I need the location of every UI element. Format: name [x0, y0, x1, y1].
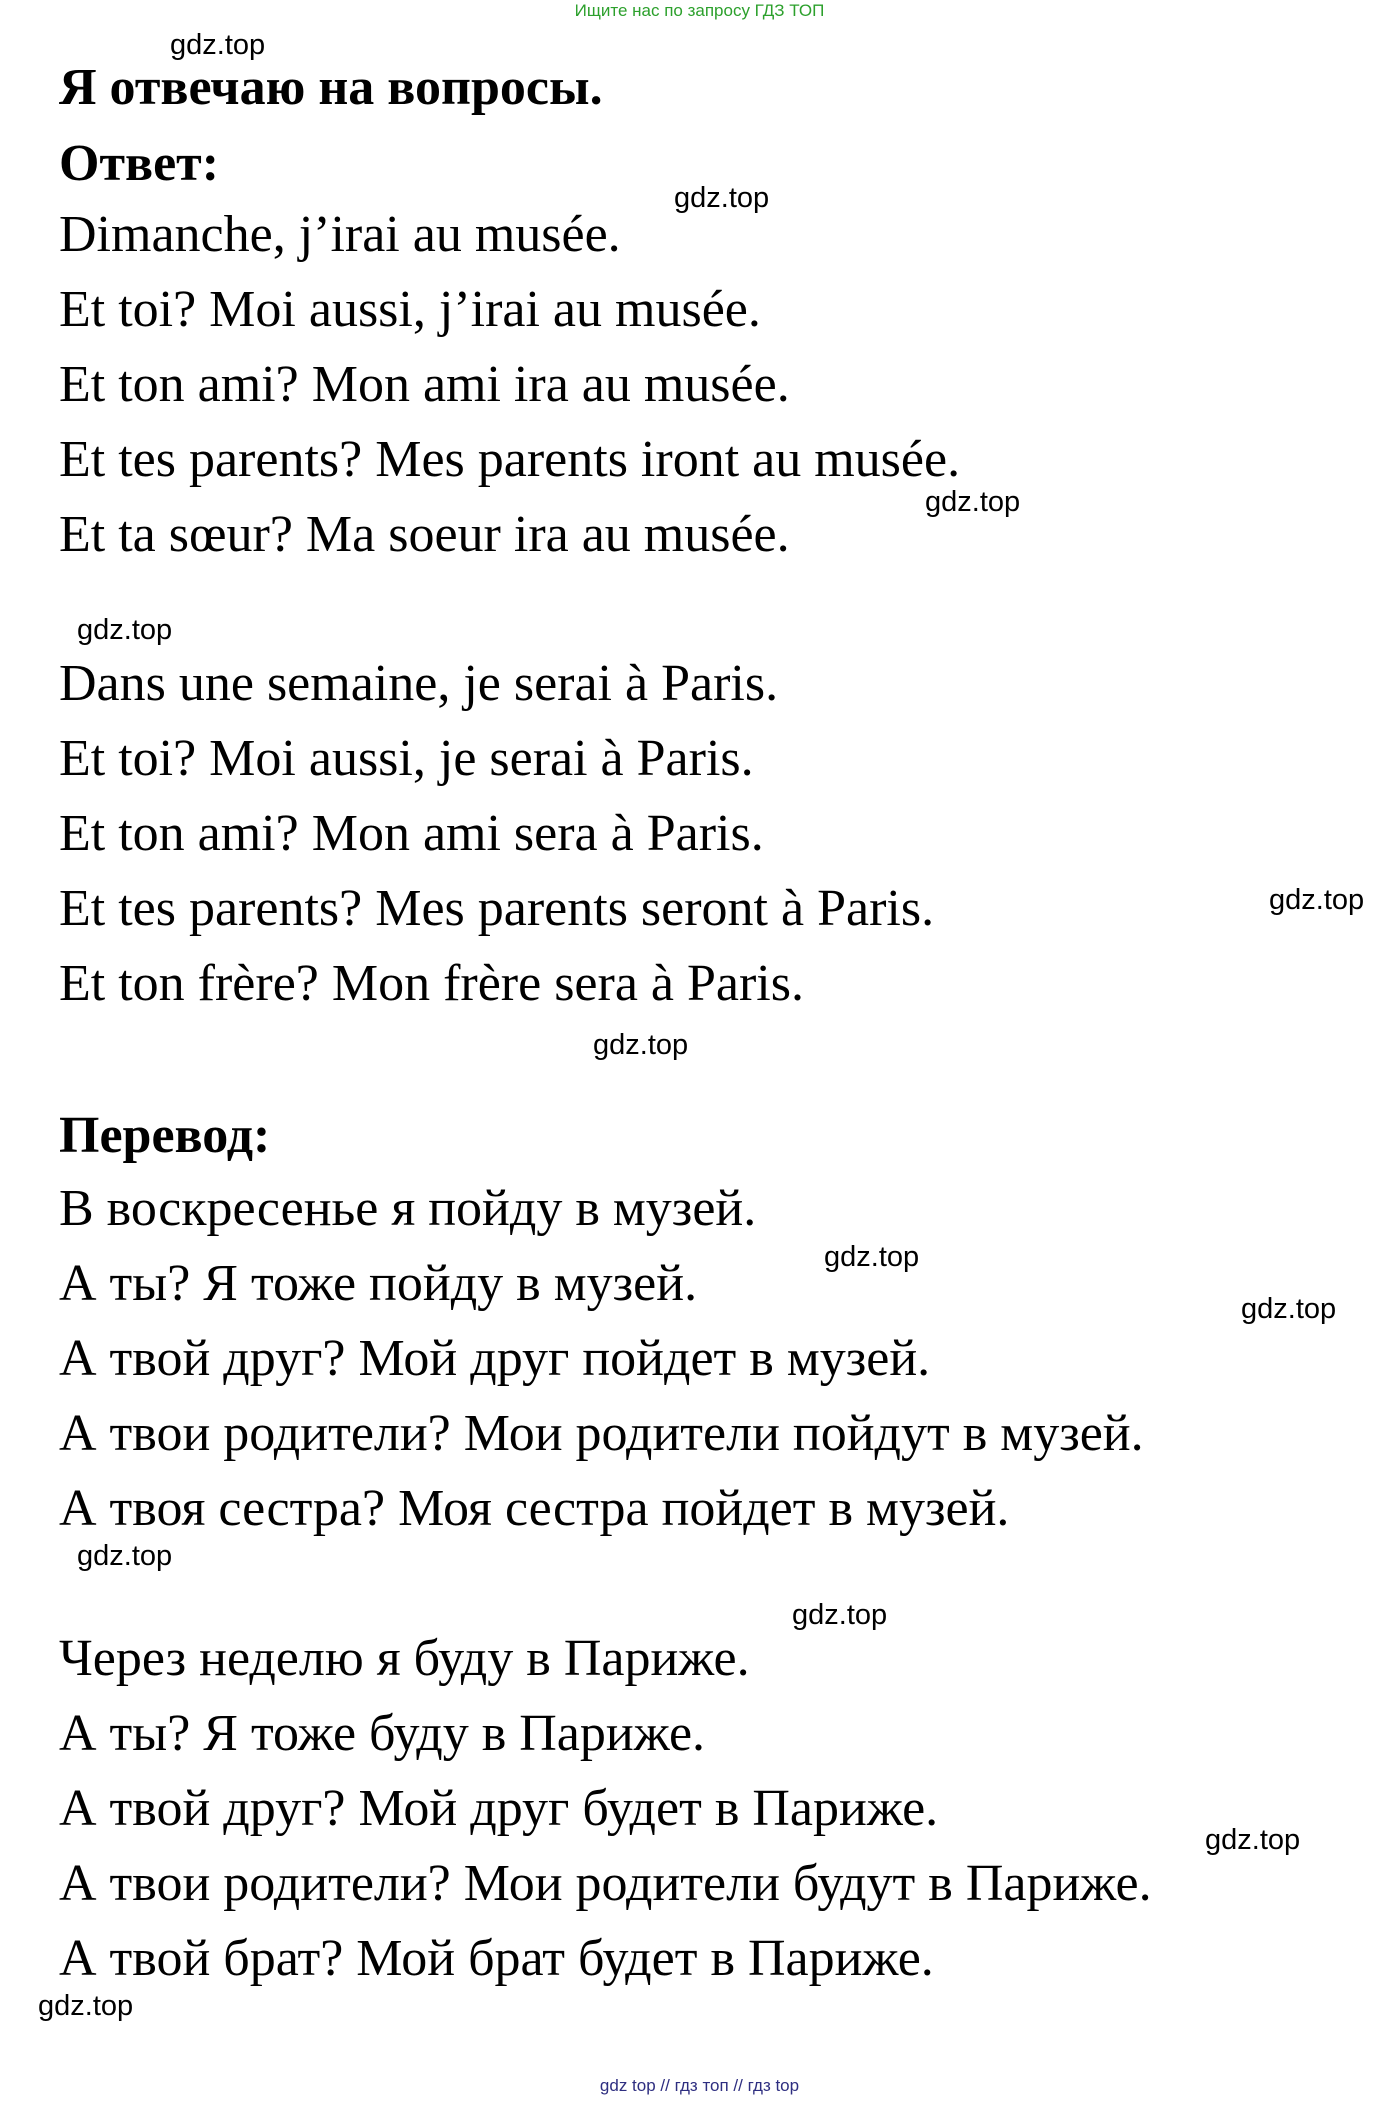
translation-line: А ты? Я тоже пойду в музей.	[59, 1255, 698, 1312]
watermark: gdz.top	[170, 29, 266, 61]
watermark: gdz.top	[1205, 1824, 1301, 1856]
watermark: gdz.top	[824, 1241, 920, 1273]
watermark: gdz.top	[77, 614, 173, 646]
watermark: gdz.top	[1269, 884, 1365, 916]
translation-line: А твой друг? Мой друг будет в Париже.	[59, 1780, 939, 1837]
answer-line: Et tes parents? Mes parents seront à Paris.	[59, 880, 935, 937]
answer-line: Et ton frère? Mon frère sera à Paris.	[59, 955, 804, 1012]
watermark: gdz.top	[925, 486, 1021, 518]
watermark: gdz.top	[1241, 1293, 1337, 1325]
watermark: gdz.top	[77, 1540, 173, 1572]
top-banner: Ищите нас по запросу ГДЗ ТОП	[574, 1, 825, 20]
answer-line: Et ton ami? Mon ami sera à Paris.	[59, 805, 764, 862]
translation-line: А твои родители? Мои родители будут в Париже.	[59, 1855, 1152, 1912]
translation-line: А твоя сестра? Моя сестра пойдет в музей.	[59, 1480, 1010, 1537]
bottom-watermark-bar: gdz top // гдз топ // гдз top	[599, 2076, 800, 2095]
translation-line: А твои родители? Мои родители пойдут в музей.	[59, 1405, 1144, 1462]
answer-line: Dimanche, j’irai au musée.	[59, 206, 621, 263]
translation-line: Через неделю я буду в Париже.	[59, 1630, 750, 1687]
answer-line: Et toi? Moi aussi, j’irai au musée.	[59, 281, 761, 338]
answer-line: Et toi? Moi aussi, je serai à Paris.	[59, 730, 754, 787]
translation-heading: Перевод:	[59, 1107, 271, 1164]
answer-line: Et tes parents? Mes parents iront au musée.	[59, 431, 961, 488]
watermark: gdz.top	[38, 1990, 134, 2022]
translation-line: В воскресенье я пойду в музей.	[59, 1180, 757, 1237]
watermark: gdz.top	[792, 1599, 888, 1631]
page-title: Я отвечаю на вопросы.	[59, 59, 603, 116]
answer-line: Et ta sœur? Ma soeur ira au musée.	[59, 506, 790, 563]
translation-line: А твой брат? Мой брат будет в Париже.	[59, 1930, 934, 1987]
translation-line: А твой друг? Мой друг пойдет в музей.	[59, 1330, 931, 1387]
answer-line: Dans une semaine, je serai à Paris.	[59, 655, 779, 712]
watermark: gdz.top	[674, 182, 770, 214]
watermark: gdz.top	[593, 1029, 689, 1061]
answer-heading: Ответ:	[59, 135, 220, 192]
translation-line: А ты? Я тоже буду в Париже.	[59, 1705, 706, 1762]
answer-line: Et ton ami? Mon ami ira au musée.	[59, 356, 790, 413]
